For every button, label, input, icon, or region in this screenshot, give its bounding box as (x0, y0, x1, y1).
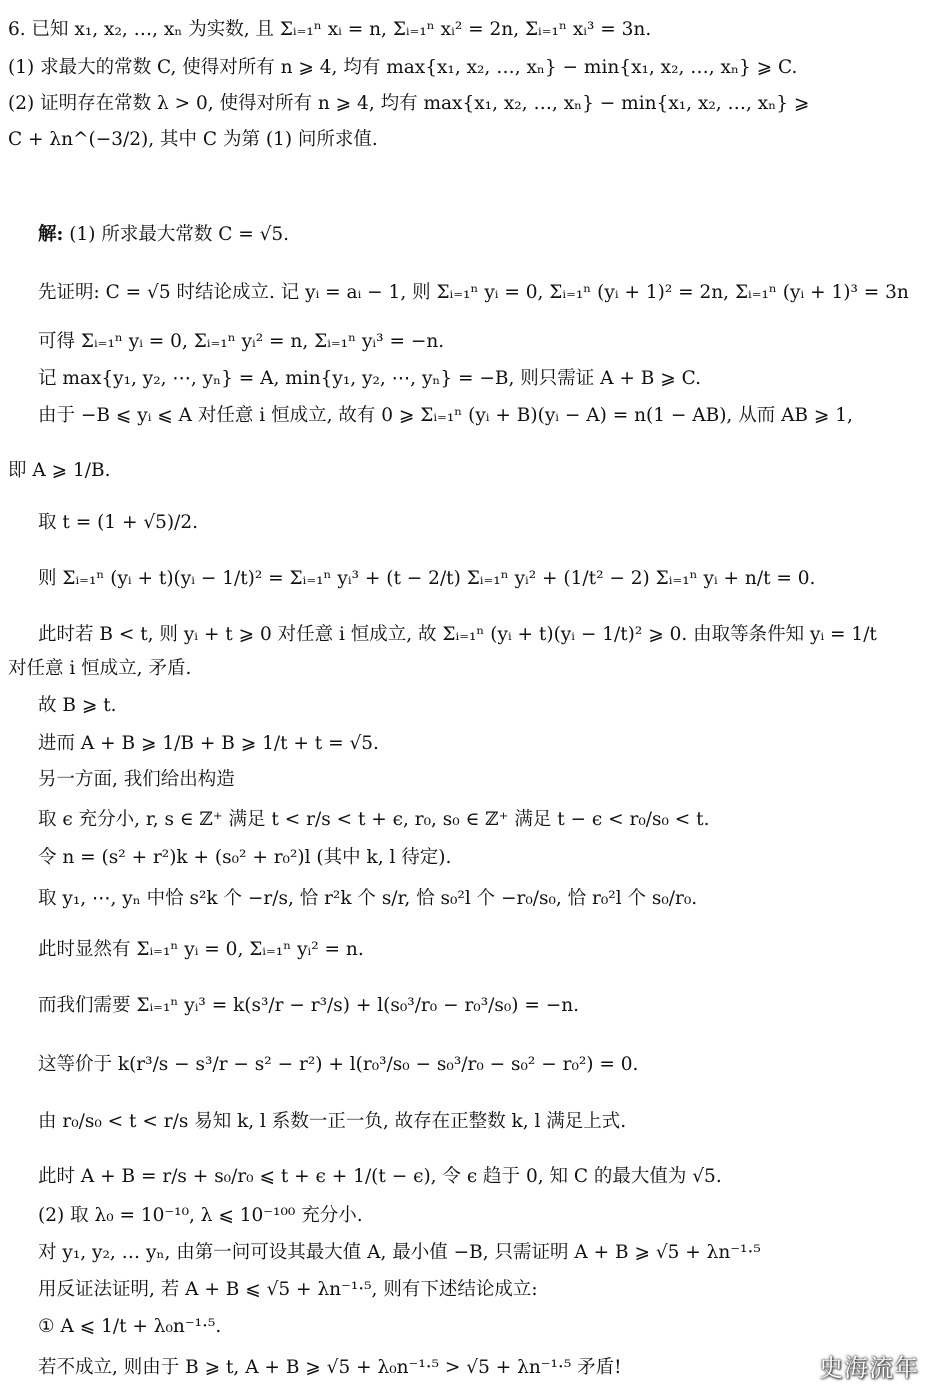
solution-line: 令 n = (s² + r²)k + (s₀² + r₀²)l (其中 k, l 待定). (38, 847, 452, 868)
solution-line: 此时显然有 Σᵢ₌₁ⁿ yᵢ = 0, Σᵢ₌₁ⁿ yᵢ² = n. (38, 939, 364, 960)
watermark: 史海流年 (819, 1354, 919, 1382)
solution-line: 可得 Σᵢ₌₁ⁿ yᵢ = 0, Σᵢ₌₁ⁿ yᵢ² = n, Σᵢ₌₁ⁿ yᵢ³ = −n. (38, 331, 445, 352)
problem-part2-line2: C + λn^(−3/2), 其中 C 为第 (1) 问所求值. (8, 129, 378, 150)
problem-part2-line1: (2) 证明存在常数 λ > 0, 使得对所有 n ⩾ 4, 均有 max{x₁, x₂, …, xₙ} − min{x₁, x₂, …, xₙ} ⩾ (8, 93, 810, 114)
solution-line: 用反证法证明, 若 A + B ⩽ √5 + λn⁻¹·⁵, 则有下述结论成立: (38, 1279, 538, 1300)
solution-title: 解: (38, 224, 64, 245)
problem-part1: (1) 求最大的常数 C, 使得对所有 n ⩾ 4, 均有 max{x₁, x₂, …, xₙ} − min{x₁, x₂, …, xₙ} ⩾ C. (8, 57, 798, 78)
solution-line: 进而 A + B ⩾ 1/B + B ⩾ 1/t + t = √5. (38, 733, 379, 754)
solution-line: 即 A ⩾ 1/B. (8, 460, 111, 481)
solution-line: 若不成立, 则由于 B ⩾ t, A + B ⩾ √5 + λ₀n⁻¹·⁵ > √5 + λn⁻¹·⁵ 矛盾! (38, 1357, 622, 1378)
solution-line: 对 y₁, y₂, … yₙ, 由第一问可设其最大值 A, 最小值 −B, 只需证明 A + B ⩾ √5 + λn⁻¹·⁵ (38, 1242, 761, 1263)
solution-answer: (1) 所求最大常数 C = √5. (69, 224, 290, 245)
solution-line: 故 B ⩾ t. (38, 695, 117, 716)
solution-line: 此时若 B < t, 则 yᵢ + t ⩾ 0 对任意 i 恒成立, 故 Σᵢ₌₁ⁿ (yᵢ + t)(yᵢ − 1/t)² ⩾ 0. 由取等条件知 yᵢ = 1/t (38, 624, 877, 645)
solution-line: 这等价于 k(r³/s − s³/r − s² − r²) + l(r₀³/s₀ − s₀³/r₀ − s₀² − r₀²) = 0. (38, 1054, 639, 1075)
solution-line: ① A ⩽ 1/t + λ₀n⁻¹·⁵. (38, 1316, 222, 1337)
solution-line: 而我们需要 Σᵢ₌₁ⁿ yᵢ³ = k(s³/r − r³/s) + l(s₀³/r₀ − r₀³/s₀) = −n. (38, 995, 580, 1016)
solution-line: 先证明: C = √5 时结论成立. 记 yᵢ = aᵢ − 1, 则 Σᵢ₌₁ⁿ yᵢ = 0, Σᵢ₌₁ⁿ (yᵢ + 1)² = 2n, Σᵢ₌₁ⁿ (yᵢ + 1)³ = 3n (38, 282, 909, 303)
solution-line: 取 ϵ 充分小, r, s ∈ ℤ⁺ 满足 t < r/s < t + ϵ, r₀, s₀ ∈ ℤ⁺ 满足 t − ϵ < r₀/s₀ < t. (38, 809, 710, 830)
solution-line: 另一方面, 我们给出构造 (38, 769, 235, 790)
solution-line: (2) 取 λ₀ = 10⁻¹⁰, λ ⩽ 10⁻¹⁰⁰ 充分小. (38, 1205, 363, 1226)
solution-line: 则 Σᵢ₌₁ⁿ (yᵢ + t)(yᵢ − 1/t)² = Σᵢ₌₁ⁿ yᵢ³ + (t − 2/t) Σᵢ₌₁ⁿ yᵢ² + (1/t² − 2) Σᵢ₌₁ⁿ yᵢ + n/t = 0. (38, 568, 816, 589)
solution-line: 此时 A + B = r/s + s₀/r₀ ⩽ t + ϵ + 1/(t − ϵ), 令 ϵ 趋于 0, 知 C 的最大值为 √5. (38, 1166, 722, 1187)
solution-line: 由 r₀/s₀ < t < r/s 易知 k, l 系数一正一负, 故存在正整数 k, l 满足上式. (38, 1111, 627, 1132)
solution-line: 取 y₁, ⋯, yₙ 中恰 s²k 个 −r/s, 恰 r²k 个 s/r, 恰 s₀²l 个 −r₀/s₀, 恰 r₀²l 个 s₀/r₀. (38, 888, 698, 909)
problem-intro: 6. 已知 x₁, x₂, …, xₙ 为实数, 且 Σᵢ₌₁ⁿ xᵢ = n, Σᵢ₌₁ⁿ xᵢ² = 2n, Σᵢ₌₁ⁿ xᵢ³ = 3n. (8, 19, 652, 40)
solution-heading (38, 222, 289, 248)
solution-line: 记 max{y₁, y₂, ⋯, yₙ} = A, min{y₁, y₂, ⋯, yₙ} = −B, 则只需证 A + B ⩾ C. (38, 368, 702, 389)
solution-line: 取 t = (1 + √5)/2. (38, 512, 198, 533)
solution-line: 对任意 i 恒成立, 矛盾. (8, 658, 192, 679)
solution-line: 由于 −B ⩽ yᵢ ⩽ A 对任意 i 恒成立, 故有 0 ⩾ Σᵢ₌₁ⁿ (yᵢ + B)(yᵢ − A) = n(1 − AB), 从而 AB ⩾ 1, (38, 405, 853, 426)
